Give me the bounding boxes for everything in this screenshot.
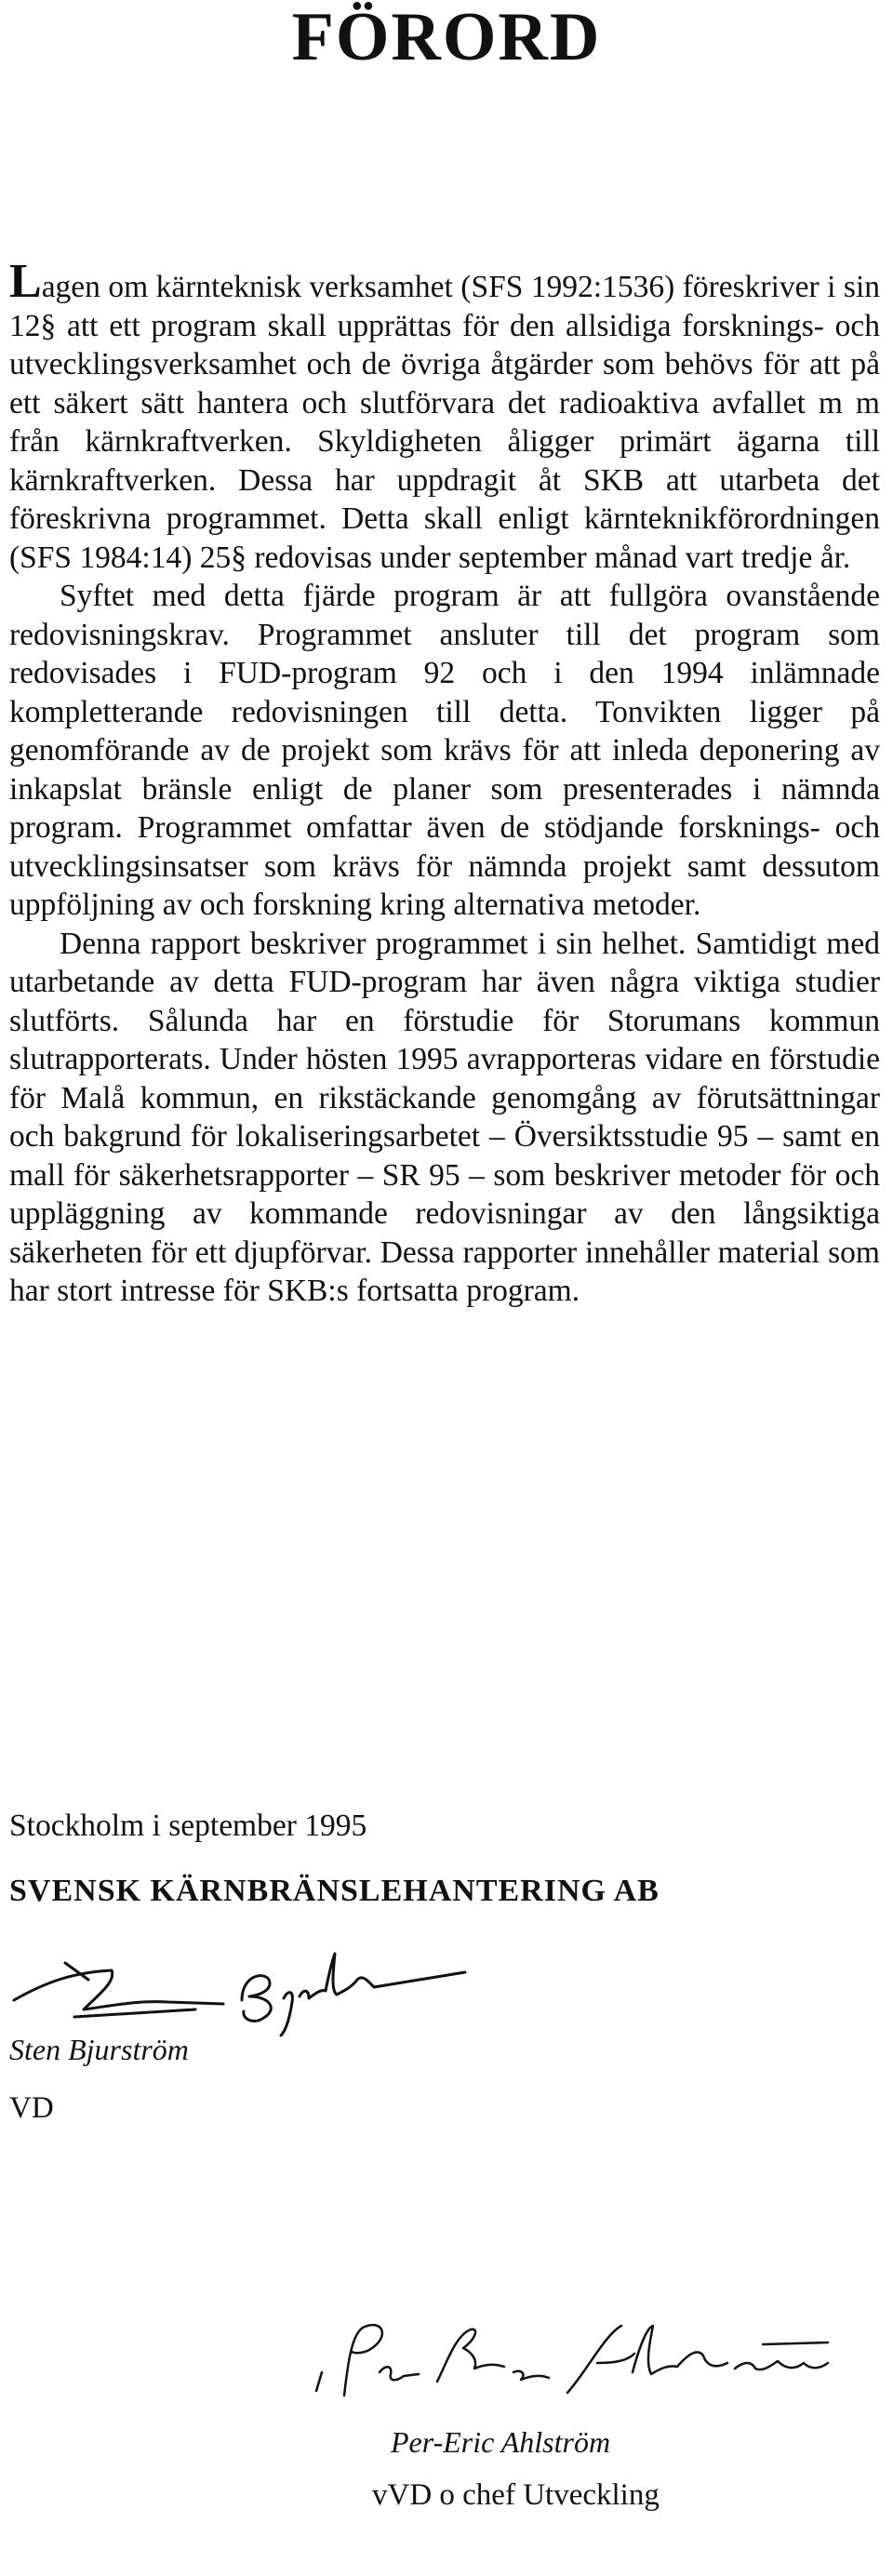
signatory-2-name: Per-Eric Ahlström <box>391 2425 611 2459</box>
paragraph-2: Syftet med detta fjärde program är att fullgöra ovanstående redovisningskrav. Programmet ansluter till det program som redovisades i FUD-program 92 och i den 1994 inlämnade kompletterande redovisningen till detta. Tonvikten ligger på genomförande av de projekt som krävs för att inleda deponering av inkapslat bränsle enligt de planer som presenterades i nämnda program. Programmet omfattar även de stödjande forsknings- och utvecklingsinsatser som krävs för nämnda projekt samt dessutom uppföljning av och forskning kring alternativa metoder. <box>9 579 880 922</box>
signatory-1-block <box>9 1944 493 2127</box>
company-name: SVENSK KÄRNBRÄNSLEHANTERING AB <box>9 1874 660 1908</box>
page-title: FÖRORD <box>291 0 602 75</box>
paragraph-1 <box>9 255 880 577</box>
signatory-2-role: vVD o chef Utveckling <box>372 2478 660 2512</box>
signature-1-image <box>9 1944 474 2037</box>
signature-2-image <box>307 2307 884 2409</box>
paragraph-1-initial: L <box>9 255 42 308</box>
foreword-body <box>9 255 880 1311</box>
paragraph-1-text: agen om kärnteknisk verksamhet (SFS 1992:1536) föreskriver i sin 12§ att ett program skall upprättas för den allsidiga forsknings- och utvecklingsverksamhet och de övriga åtgärder som behövs för att på ett säkert sätt hantera och slutförvara det radioaktiva avfallet m m från kärnkraftverken. Skyldigheten åligger primärt ägarna till kärnkraftverken. Dessa har uppdragit åt SKB att utarbeta det föreskrivna programmet. Detta skall enligt kärnteknikförordningen (SFS 1984:14) 25§ redovisas under september månad vart tredje år. <box>9 270 880 575</box>
paragraph-3: Denna rapport beskriver programmet i sin helhet. Samtidigt med utarbetande av detta FUD-program har även några viktiga studier slutförts. Sålunda har en förstudie för Storumans kommun slutrapporterats. Under hösten 1995 avrapporteras vidare en förstudie för Malå kommun, en rikstäckande genomgång av förutsättningar och bakgrund för lokaliseringsarbetet – Översiktsstudie 95 – samt en mall för säkerhetsrapporter – SR 95 – som beskriver metoder för och uppläggning av kommande redovisningar av den långsiktiga säkerheten för ett djupförvar. Dessa rapporter innehåller material som har stort intresse för SKB:s fortsatta program. <box>9 926 880 1308</box>
signatory-1-role: VD <box>9 2091 54 2125</box>
signatory-1-name: Sten Bjurström <box>9 2033 189 2066</box>
signatory-2-block <box>307 2307 884 2514</box>
place-and-date: Stockholm i september 1995 <box>9 1809 367 1843</box>
